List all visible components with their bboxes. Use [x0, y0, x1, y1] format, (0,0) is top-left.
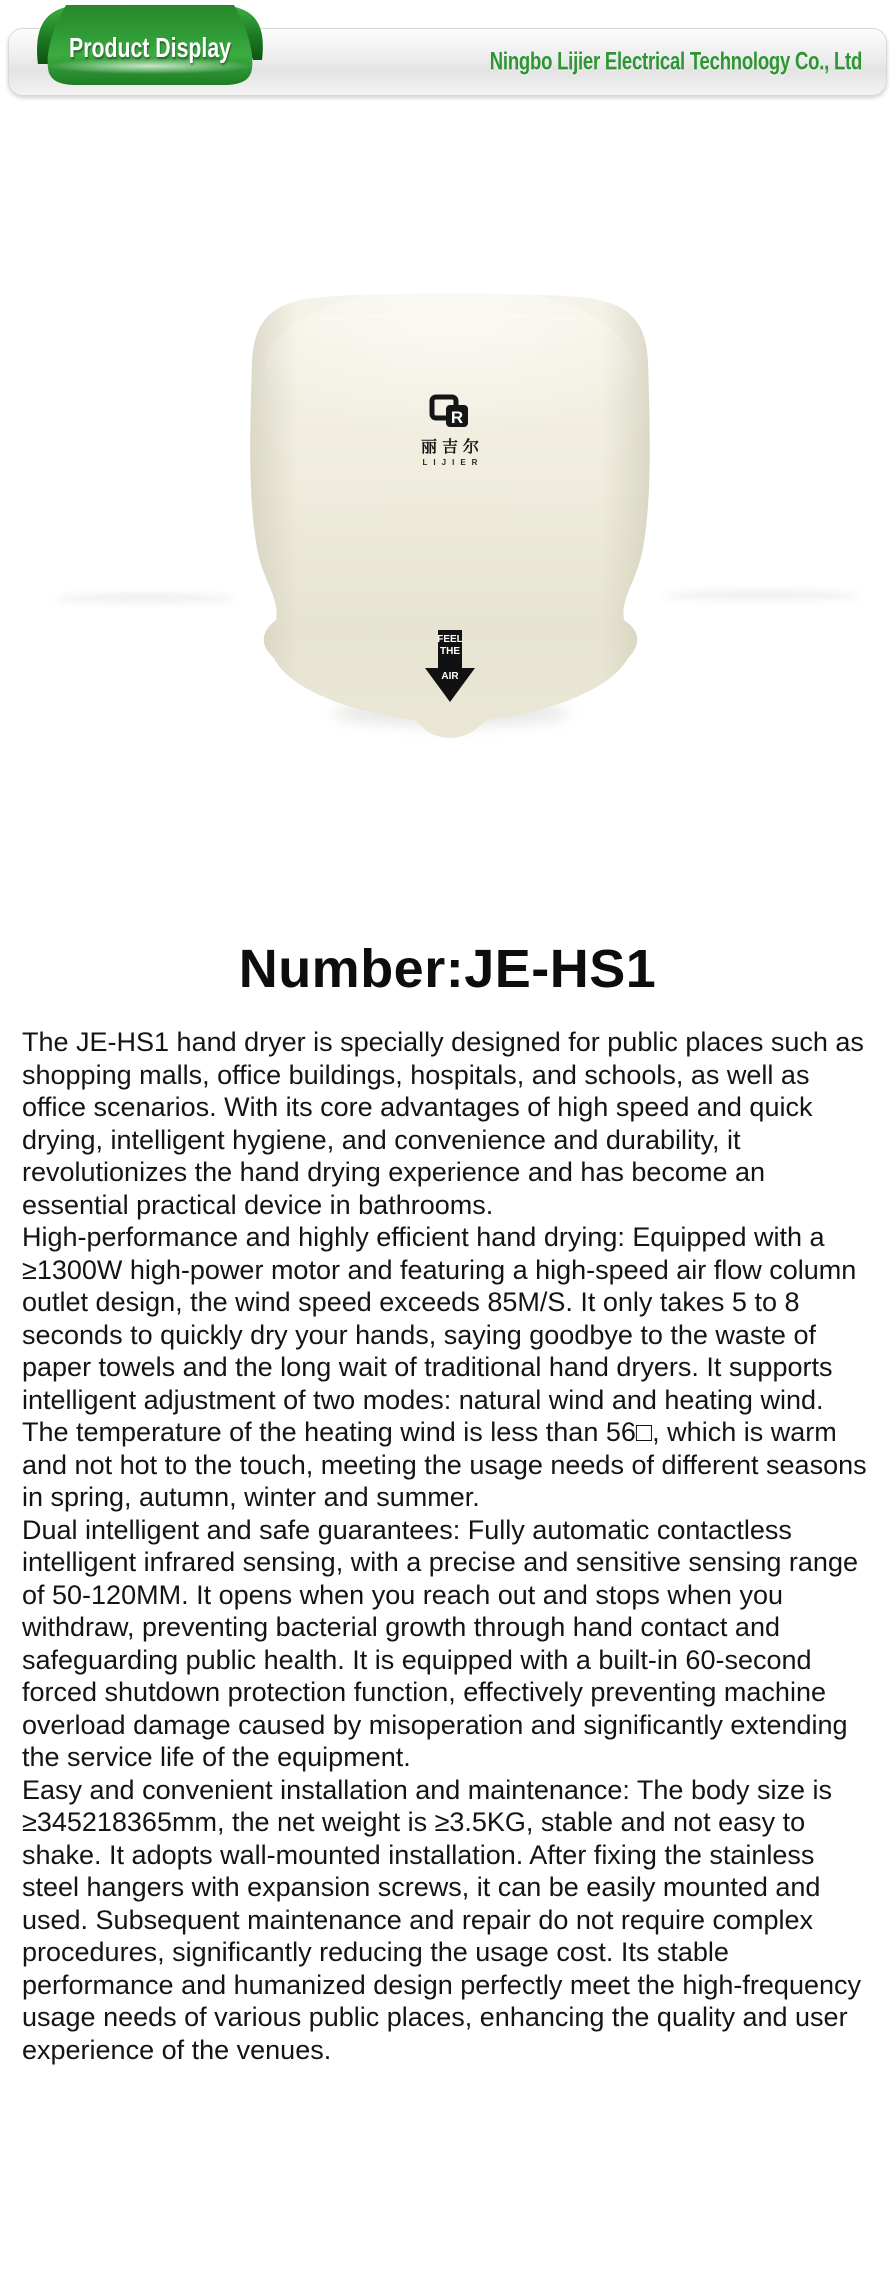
brand-name-chinese: 丽吉尔: [420, 439, 485, 456]
company-name: Ningbo Lijier Electrical Technology Co., Ltd: [489, 47, 862, 76]
brand-monogram-icon: [429, 394, 471, 430]
wall-shadow-right: [663, 591, 861, 601]
product-display-ribbon: [30, 0, 270, 90]
feel-the-air-arrow: [424, 630, 476, 709]
ribbon-label: Product Display: [68, 32, 232, 63]
arrow-text-line2: THE: [440, 646, 460, 657]
brand-logo: [416, 394, 484, 467]
product-description: [22, 1026, 873, 2066]
description-paragraph: Easy and convenient installation and maintenance: The body size is ≥345218365mm, the net weight is ≥3.5KG, stable and not easy to shake. It adopts wall-mounted installation. After fixing the stainless steel hangers with expansion screws, it can be easily mounted and used. Subsequent maintenance and repair do not require complex procedures, significantly reducing the usage cost. Its stable performance and humanized design perfectly meet the high-frequency usage needs of various public places, enhancing the quality and user experience of the venues.: [22, 1774, 861, 2065]
brand-monogram-letter: R: [450, 408, 464, 427]
description-paragraph: Dual intelligent and safe guarantees: Fully automatic contactless intelligent infrared sensing, with a precise and sensitive sensing range of 50-120MM. It opens when you reach out and stops when you withdraw, preventing bacterial growth through hand contact and safeguarding public health. It is equipped with a built-in 60-second forced shutdown protection function, effectively preventing machine overload damage caused by misoperation and significantly extending the service life of the equipment.: [22, 1514, 858, 1772]
product-number-heading: Number:JE-HS1: [238, 939, 657, 999]
product-image: [240, 290, 660, 742]
description-paragraph: The JE-HS1 hand dryer is specially designed for public places such as shopping malls, office buildings, hospitals, and schools, as well as office scenarios. With its core advantages of high speed and quick drying, intelligent hygiene, and convenience and durability, it revolutionizes the hand drying experience and has become an essential practical device in bathrooms.: [22, 1027, 864, 1220]
arrow-text-line3: AIR: [441, 671, 459, 682]
arrow-text-line1: FEEL: [437, 634, 463, 645]
down-arrow-icon: [424, 630, 476, 704]
wall-shadow-left: [55, 594, 235, 604]
brand-name-latin: LIJIER: [422, 458, 484, 467]
description-paragraph: High-performance and highly efficient hand drying: Equipped with a ≥1300W high-power motor and featuring a high-speed air flow column outlet design, the wind speed exceeds 85M/S. It only takes 5 to 8 seconds to quickly dry your hands, saying goodbye to the waste of paper towels and the long wait of traditional hand dryers. It supports intelligent adjustment of two modes: natural wind and heating wind. The temperature of the heating wind is less than 56□, which is warm and not hot to the touch, meeting the usage needs of different seasons in spring, autumn, winter and summer.: [22, 1222, 867, 1512]
